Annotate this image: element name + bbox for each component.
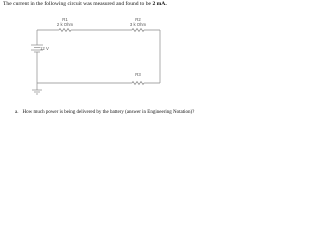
r1-label: R1 <box>62 17 68 22</box>
problem-statement-text: The current in the following circuit was measured and found to be <box>3 1 153 7</box>
r2-label: R2 <box>135 17 141 22</box>
circuit-diagram <box>0 0 200 119</box>
r3-label: R3 <box>135 72 141 77</box>
measured-current: 2 mA. <box>152 1 167 7</box>
question-text: How much power is being delivered by the battery (answer in Engineering Notation)? <box>22 110 195 115</box>
r2-value: 3 k Ohm <box>129 22 147 27</box>
ground-symbol <box>32 83 42 94</box>
r1-value: 2 k Ohm <box>56 22 74 27</box>
battery-label: 12 V <box>40 46 49 51</box>
resistor-r1 <box>59 29 71 32</box>
question-marker: a. <box>15 110 19 115</box>
question-a <box>15 110 194 115</box>
resistor-r3 <box>132 82 144 85</box>
resistor-r2 <box>132 29 144 32</box>
